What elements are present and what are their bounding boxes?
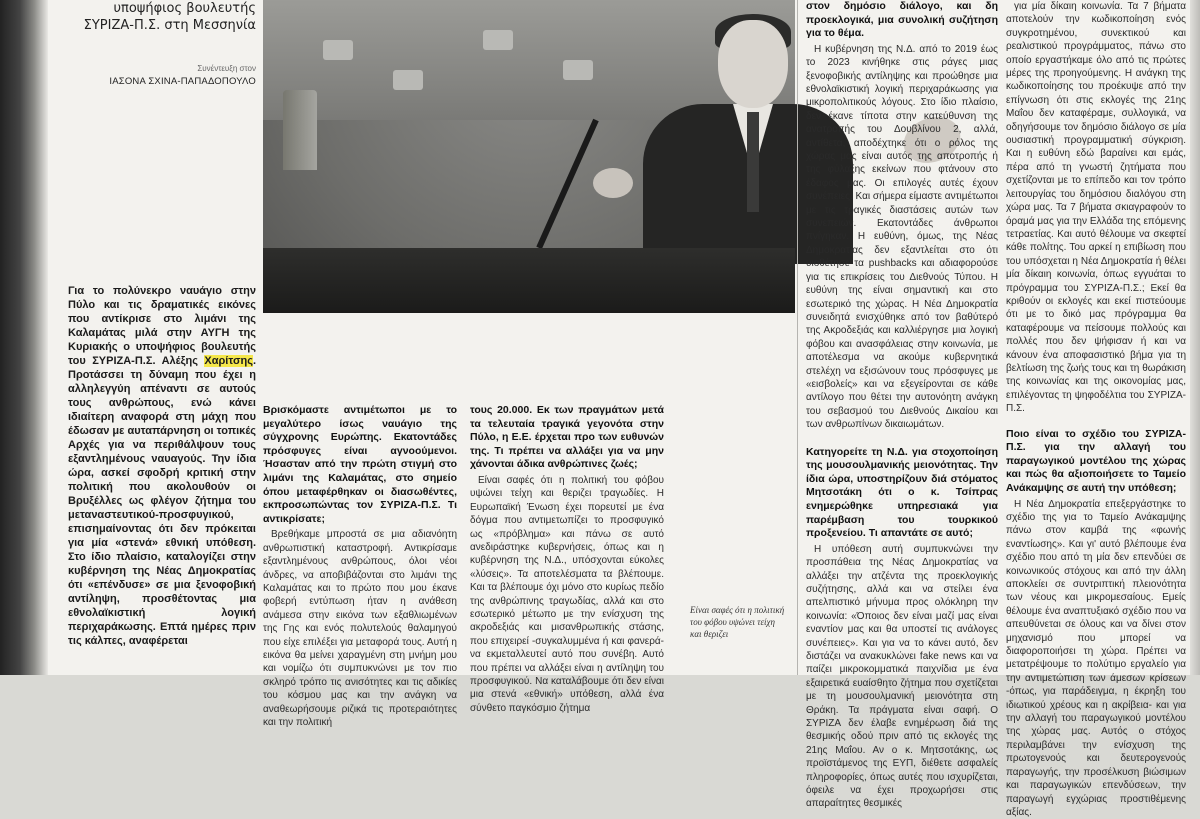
- answer-3: Η κυβέρνηση της Ν.Δ. από το 2019 έως το 2023 κινήθηκε στις ράγες μιας ξενοφοβικής αντίληψης και προώθησε μια εθνολαϊκιστική λογική περιχαράκωσης για μικροπολιτικούς λόγους. Στο ίδιο πλαίσιο, δεν έκανε τίποτα στην κατεύθυνση της ανατροπής του Δουβλίνου 2, αλλά, αντίθετα, αποδέχτηκε ότι ο ρόλος της χώρας μας είναι αυτός της αποτροπής ή της φύλαξης εκείνων που φτάνουν στο έδαφος μας. Οι επιλογές αυτές έχουν συνέπειες. Και σήμερα είμαστε αντιμέτωποι με τις τραγικές διαστάσεις αυτών των συνεπειών. Εκατοντάδες άνθρωποι πνίγηκαν. Η ευθύνη, όμως, της Νέας Δημοκρατίας δεν εξαντλείται στο ότι υιοθέτησε τα pushbacks και αδιαφορούσε για τις επικρίσεις του Διεθνούς Τύπου. Η ευθύνη της είναι σημαντική και στο εσωτερικό της χώρας. Η Νέα Δημοκρατία συνειδητά ενισχύθηκε από τον βαθύτερό της Ακροδεξιάς και καλλιέργησε μια λογική φόβου και ανασφάλειας στην κοινωνία, με αποτέλεσμα να ακούμε κυβερνητικά στελέχη να εξισώνουν τους πρόσφυγες με «εισβολείς» και να εξεγείρονται σε κάθε αντίλογο που θέτει την αυτονόητη ανάγκη του σεβασμού του Διεθνούς Δικαίου και των ανθρωπίνων δικαιωμάτων.: [806, 43, 998, 431]
- column-divider: [797, 0, 798, 675]
- question-4: Ποιο είναι το σχέδιο του ΣΥΡΙΖΑ-Π.Σ. για την αλλαγή του παραγωγικού μοντέλου της χώρας και πώς θα αξιοποιήσετε το Ταμείο Ανάκαμψης σε αυτή την υπόθεση;: [1006, 427, 1186, 494]
- photo-decor: [323, 40, 353, 60]
- answer-6: Η Νέα Δημοκρατία επεξεργάστηκε το σχέδιο της για το Ταμείο Ανάκαμψης πάνω στον καμβά της «φωνής εναντίωσης». Και γι' αυτό βλέπουμε ένα σχέδιο που από τη μία δεν επενδύει σε κοινωνικούς στόχους και από την άλλη αποκλείει σε συντριπτική πλειονότητα των νέους και μικρομεσαίους. Εμείς θέλουμε ένα αναπτυξιακό σχέδιο που να απευθύνεται σε όλους και να δίνει στον μηχανισμό που μπορεί να διαφοροποιήσει τη χώρα. Πρέπει να μετατρέψουμε το πολύτιμο εργαλείο για την αντιμετώπιση των άμεσων κρίσεων -όπως, για παράδειγμα, η έκρηξη του ιδιωτικού χρέους και η ακρίβεια- και για την αλλαγή του παραγωγικού μοντέλου της χώρας μας. Αυτός ο στόχος περιλαμβάνει την ενίσχυση της πρωτογενούς και δευτερογενούς παραγωγής, την προσέλκυση βιώσιμων και παραγωγικών επενδύσεων, την παραγωγή εγχώριας προστιθέμενης αξίας.: [1006, 498, 1186, 818]
- column-3: [470, 404, 664, 714]
- column-5: [1006, 0, 1186, 818]
- question-continued: στον δημόσιο διάλογο, και δη προεκλογικά, μια συνολική συζήτηση για το θέμα.: [806, 0, 998, 40]
- interviewer-name: ΙΑΣΟΝΑ ΣΧΙΝΑ-ΠΑΠΑΔΟΠΟΥΛΟ: [109, 76, 256, 87]
- photo-glass: [283, 90, 317, 170]
- photo-caption: Είναι σαφές ότι η πολιτική του φόβου υψώνει τείχη και θεριζει: [690, 605, 785, 639]
- column-2: [263, 404, 457, 729]
- answer-5: για μία δίκαιη κοινωνία. Τα 7 βήματα αποτελούν την κωδικοποίηση ενός συγκροτημένου, συνεκτικού και ρεαλιστικού προγράμματος, πάνω στο οποίο εργαστήκαμε όλο από τις πρώτες μέρες της προηγούμενης. Η ανάγκη της κωδικοποίησης του προέκυψε από την επίγνωση ότι στις εκλογές της 21ης Μαΐου δεν καταφέραμε, συλλογικά, να οδηγήσουμε τον δημόσιο διάλογο σε μία ουσιαστική προγραμματική σύγκριση. Και η ευθύνη εδώ βαραίνει και εμάς, πέρα από τη γνωστή ζητήματα που σχετίζονται με το επίπεδο και τον τρόπο λειτουργίας του δημόσιου διαλόγου στη χώρα μας. Τα 7 βήματα σκιαγραφούν το όραμά μας για την Ελλάδα της επόμενης τετραετίας. Και αυτό θέλουμε να σκεφτεί κάθε πολίτης. Του αρκεί η επιβίωση που του υπόσχεται η Νέα Δημοκρατία ή θέλει μία δίκαιη κοινωνία, όπως εγγυάται το πρόγραμμα του ΣΥΡΙΖΑ-Π.Σ.; Εκεί θα κριθούν οι εκλογές και εκεί πιστεύουμε ότι με το δικό μας πρόγραμμα θα καταφέρουμε να πείσουμε πολλούς και πολλές που δεν ψήφισαν ή και να κάνουν ένα αποφασιστικό βήμα για τη βελτίωση της ζωής τους και τη θωράκιση της κοινωνίας και της οικονομίας μας, επιλέγοντας τη ψηφοδέλτια του ΣΥΡΙΖΑ-Π.Σ.: [1006, 1, 1186, 415]
- photo-decor: [393, 70, 423, 90]
- page-gutter-shadow: [0, 0, 48, 675]
- column-4: [806, 0, 998, 810]
- headline-block: [66, 0, 256, 34]
- microphone-icon: [536, 119, 598, 249]
- photo-decor: [483, 30, 513, 50]
- photo-hand: [593, 168, 633, 198]
- photo-tie: [747, 112, 759, 212]
- interview-label: Συνέντευξη στον: [197, 64, 256, 73]
- lede-text-start: Για το πολύνεκρο ναυάγιο στην Πύλο και τις δραματικές εικόνες που αντίκρισε στο λιμάνι της Καλαμάτας μιλά στην ΑΥΓΗ της Κυριακής ο υποψήφιος βουλευτής του ΣΥΡΙΖΑ-Π.Σ. Αλέξης: [68, 285, 256, 367]
- question-1: Βρισκόμαστε αντιμέτωποι με το μεγαλύτερο ίσως ναυάγιο της σύγχρονης Ευρώπης. Εκατοντάδες πρόσφυγες είναι αγνοούμενοι. Ήσασταν από την πρώτη στιγμή στο λιμάνι της Καλαμάτας, στο σημείο όπου μεταφέρθηκαν οι διασωθέντες, εκπροσωπώντας τον ΣΥΡΙΖΑ-Π.Σ. Τι αντικρίσατε;: [263, 404, 457, 525]
- highlighted-name: Χαρίτσης: [204, 355, 253, 367]
- answer-1: Βρεθήκαμε μπροστά σε μια αδιανόητη ανθρωπιστική καταστροφή. Αντικρίσαμε εξαντλημένους ανθρώπους, όλοι νέοι άνδρες, να αποβιβάζονται στο λιμάνι της Καλαμάτας και το πρώτο που μου έκανε φοβερή εντύπωση ήταν η ανάθεση ανάμεσα στην εικόνα των εξαθλιωμένων της Γης και ενός πολυτελούς θαλαμηγού που είχε επιλέξει για μεταφορά τους. Αυτή η εικόνα θα μείνει χαραγμένη στη μνήμη μου και νομίζω ότι συμπυκνώνει με τον πιο σκληρό τρόπο τις ανισότητες και τις αδικίες του κόσμου μας και την ανάγκη να αναθεωρήσουμε ριζικά τις προτεραιότητες και την πολιτική: [263, 529, 457, 729]
- photo-table: [263, 248, 795, 313]
- question-2: τους 20.000. Εκ των πραγμάτων μετά τα τελευταία τραγικά γεγονότα στην Πύλο, η Ε.Ε. έρχεται προ των ευθυνών της. Τι πρέπει να αλλάξει για να μην χάνονται άδικα ανθρώπινες ζωές;: [470, 404, 664, 471]
- lede-text-end: . Προτάσσει τη δύναμη που έχει η αλληλεγγύη απέναντι σε αυτούς τους ανθρώπους, ενώ κάνει ιδιαίτερη αναφορά στη μάχη που έδωσαν με αυταπάρνηση οι τοπικές Αρχές για να περιθάλψουν τους εξαντλημένους ναυαγούς. Την ίδια ώρα, ασκεί σφοδρή κριτική στην πολιτική που ακολουθούν οι Βρυξέλλες ως φλέγον ζήτημα του μεταναστευτικού-προσφυγικού, επισημαίνοντας ότι δεν πρόκειται για μία «στενά» εθνική υπόθεση. Στο ίδιο πλαίσιο, καταλογίζει στην κυβέρνηση της Νέας Δημοκρατίας ότι «επένδυσε» σε μια ξενοφοβική αντίληψη, προσθέτοντας μια εθνολαϊκιστική λογική περιχαράκωσης. Επτά ημέρες πριν τις κάλπες, αναφέρεται: [68, 355, 256, 647]
- question-3: Κατηγορείτε τη Ν.Δ. για στοχοποίηση της μουσουλμανικής μειονότητας. Την ίδια ώρα, υποστηρίζουν διά στόματος Μητσοτάκη ότι ο κ. Τσίπρας ενημερώθηκε υπηρεσιακά για παρέμβαση του τουρκικού προξενείου. Τι απαντάτε σε αυτό;: [806, 445, 998, 540]
- portrait-photo: [263, 0, 795, 313]
- answer-2: Είναι σαφές ότι η πολιτική του φόβου υψώνει τείχη και θεριζει τραγωδίες. Η Ευρωπαϊκή Ένωση έχει πορευτεί με ένα δόγμα που αντιμετωπίζει το προσφυγικό ως «πρόβλημα» και πάνω σε αυτό ανεδιράστηκε κυβερνήσεις, όπως και η κυβέρνηση της Ν.Δ., υπόσχονται εύκολες «λύσεις». Τα αποτελέσματα τα βλέπουμε. Και τα βλέπουμε όχι μόνο στο κυρίως πεδίο της ανθρώπινης τραγωδίας, αλλά και στο εσωτερικό μέτωπο με την ενίσχυση της ακροδεξιάς και μισανθρωπικής στάσης, που επιχειρεί -συγκαλυμμένα ή και φανερά- να εκμεταλλευτεί αυτό που συνέβη. Αυτό που πρέπει να αλλάξει είναι η αντίληψη του προσφυγικού. Να καταλάβουμε ότι δεν είναι μια στενά «εθνική» υπόθεση, αλλά ένα σύνθετο παγκόσμιο ζήτημα: [470, 474, 664, 714]
- photo-background: [263, 0, 795, 120]
- subtitle-line-2: ΣΥΡΙΖΑ-Π.Σ. στη Μεσσηνία: [83, 18, 256, 33]
- page-edge: [1190, 0, 1200, 675]
- photo-speaker-head: [718, 20, 788, 108]
- subtitle-line-1: υποψήφιος βουλευτής: [113, 1, 256, 16]
- lede-paragraph: [68, 284, 256, 648]
- answer-4: Η υπόθεση αυτή συμπυκνώνει την προσπάθεια της Νέας Δημοκρατίας να αλλάξει την ατζέντα της προεκλογικής συζήτησης, αλλά και να στείλει ένα απελπιστικό μήνυμα προς ολόκληρη την κοινωνία: «Όποιος δεν είναι μαζί μας είναι εναντίον μας και θα υποστεί τις ανάλογες συνέπειες». Και για να το κάνει αυτό, δεν διστάζει να ανακυκλώνει fake news και να παίζει μικροκομματικά παιχνίδια με ένα εξαιρετικά ευαίσθητο ζήτημα που σχετίζεται με τη μουσουλμανική μειονότητα στη Θράκη. Τα πράγματα είναι σαφή. Ο ΣΥΡΙΖΑ δεν έλαβε ενημέρωση διά της θεσμικής οδού πριν από τις εκλογές της 21ης Μαΐου. Αν ο κ. Μητσοτάκης, ως προϊστάμενος της ΕΥΠ, διέθετε ασφαλείς πληροφορίες, όπως αυτές που ισχυρίζεται, όφειλε να έχει προχωρήσει στις απαραίτητες θεσμικές: [806, 543, 998, 810]
- photo-decor: [563, 60, 593, 80]
